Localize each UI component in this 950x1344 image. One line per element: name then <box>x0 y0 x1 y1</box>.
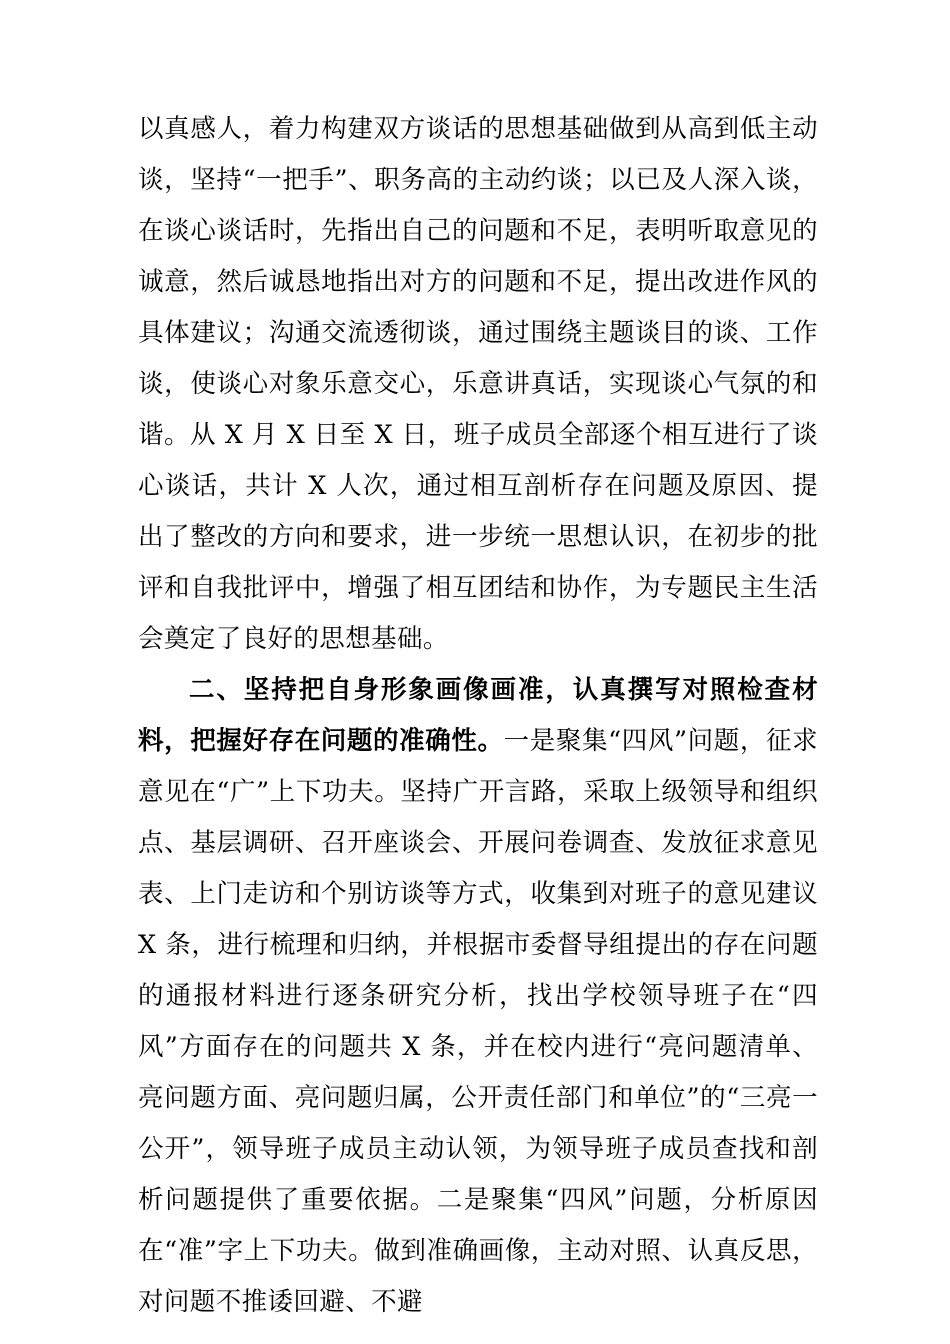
paragraph-2 <box>138 665 818 1328</box>
paragraph-2-heading-run: 二、坚持把自身形象画像画准，认真撰写对照检查材料，把握好存在问题的准确性。 <box>138 675 818 756</box>
paragraph-1 <box>138 104 818 665</box>
paragraph-1-text: 以真感人，着力构建双方谈话的思想基础做到从高到低主动谈，坚持“一把手”、职务高的主动约谈；以已及人深入谈，在谈心谈话时，先指出自己的问题和不足，表明听取意见的诚意，然后诚恳地指出对方的问题和不足，提出改进作风的具体建议；沟通交流透彻谈，通过围绕主题谈目的谈、工作谈，使谈心对象乐意交心，乐意讲真话，实现谈心气氛的和谐。从 X 月 X 日至 X 日，班子成员全部逐个相互进行了谈心谈话，共计 X 人次，通过相互剖析存在问题及原因、提出了整改的方向和要求，进一步统一思想认识，在初步的批评和自我批评中，增强了相互团结和协作，为专题民主生活会奠定了良好的思想基础。 <box>138 114 818 654</box>
document-body <box>138 104 818 1328</box>
paragraph-2-text-run: 一是聚集“四风”问题，征求意见在“广”上下功夫。坚持广开言路，采取上级领导和组织点、基层调研、召开座谈会、开展问卷调查、发放征求意见表、上门走访和个别访谈等方式，收集到对班子的意见建议 X 条，进行梳理和归纳，并根据市委督导组提出的存在问题的通报材料进行逐条研究分析，找出学校领导班子在“四风”方面存在的问题共 X 条，并在校内进行“亮问题清单、亮问题方面、亮问题归属，公开责任部门和单位”的“三亮一公开”，领导班子成员主动认领，为领导班子成员查找和剖析问题提供了重要依据。二是聚集“四风”问题，分析原因在“准”字上下功夫。做到准确画像，主动对照、认真反思，对问题不推诿回避、不避 <box>138 726 818 1317</box>
